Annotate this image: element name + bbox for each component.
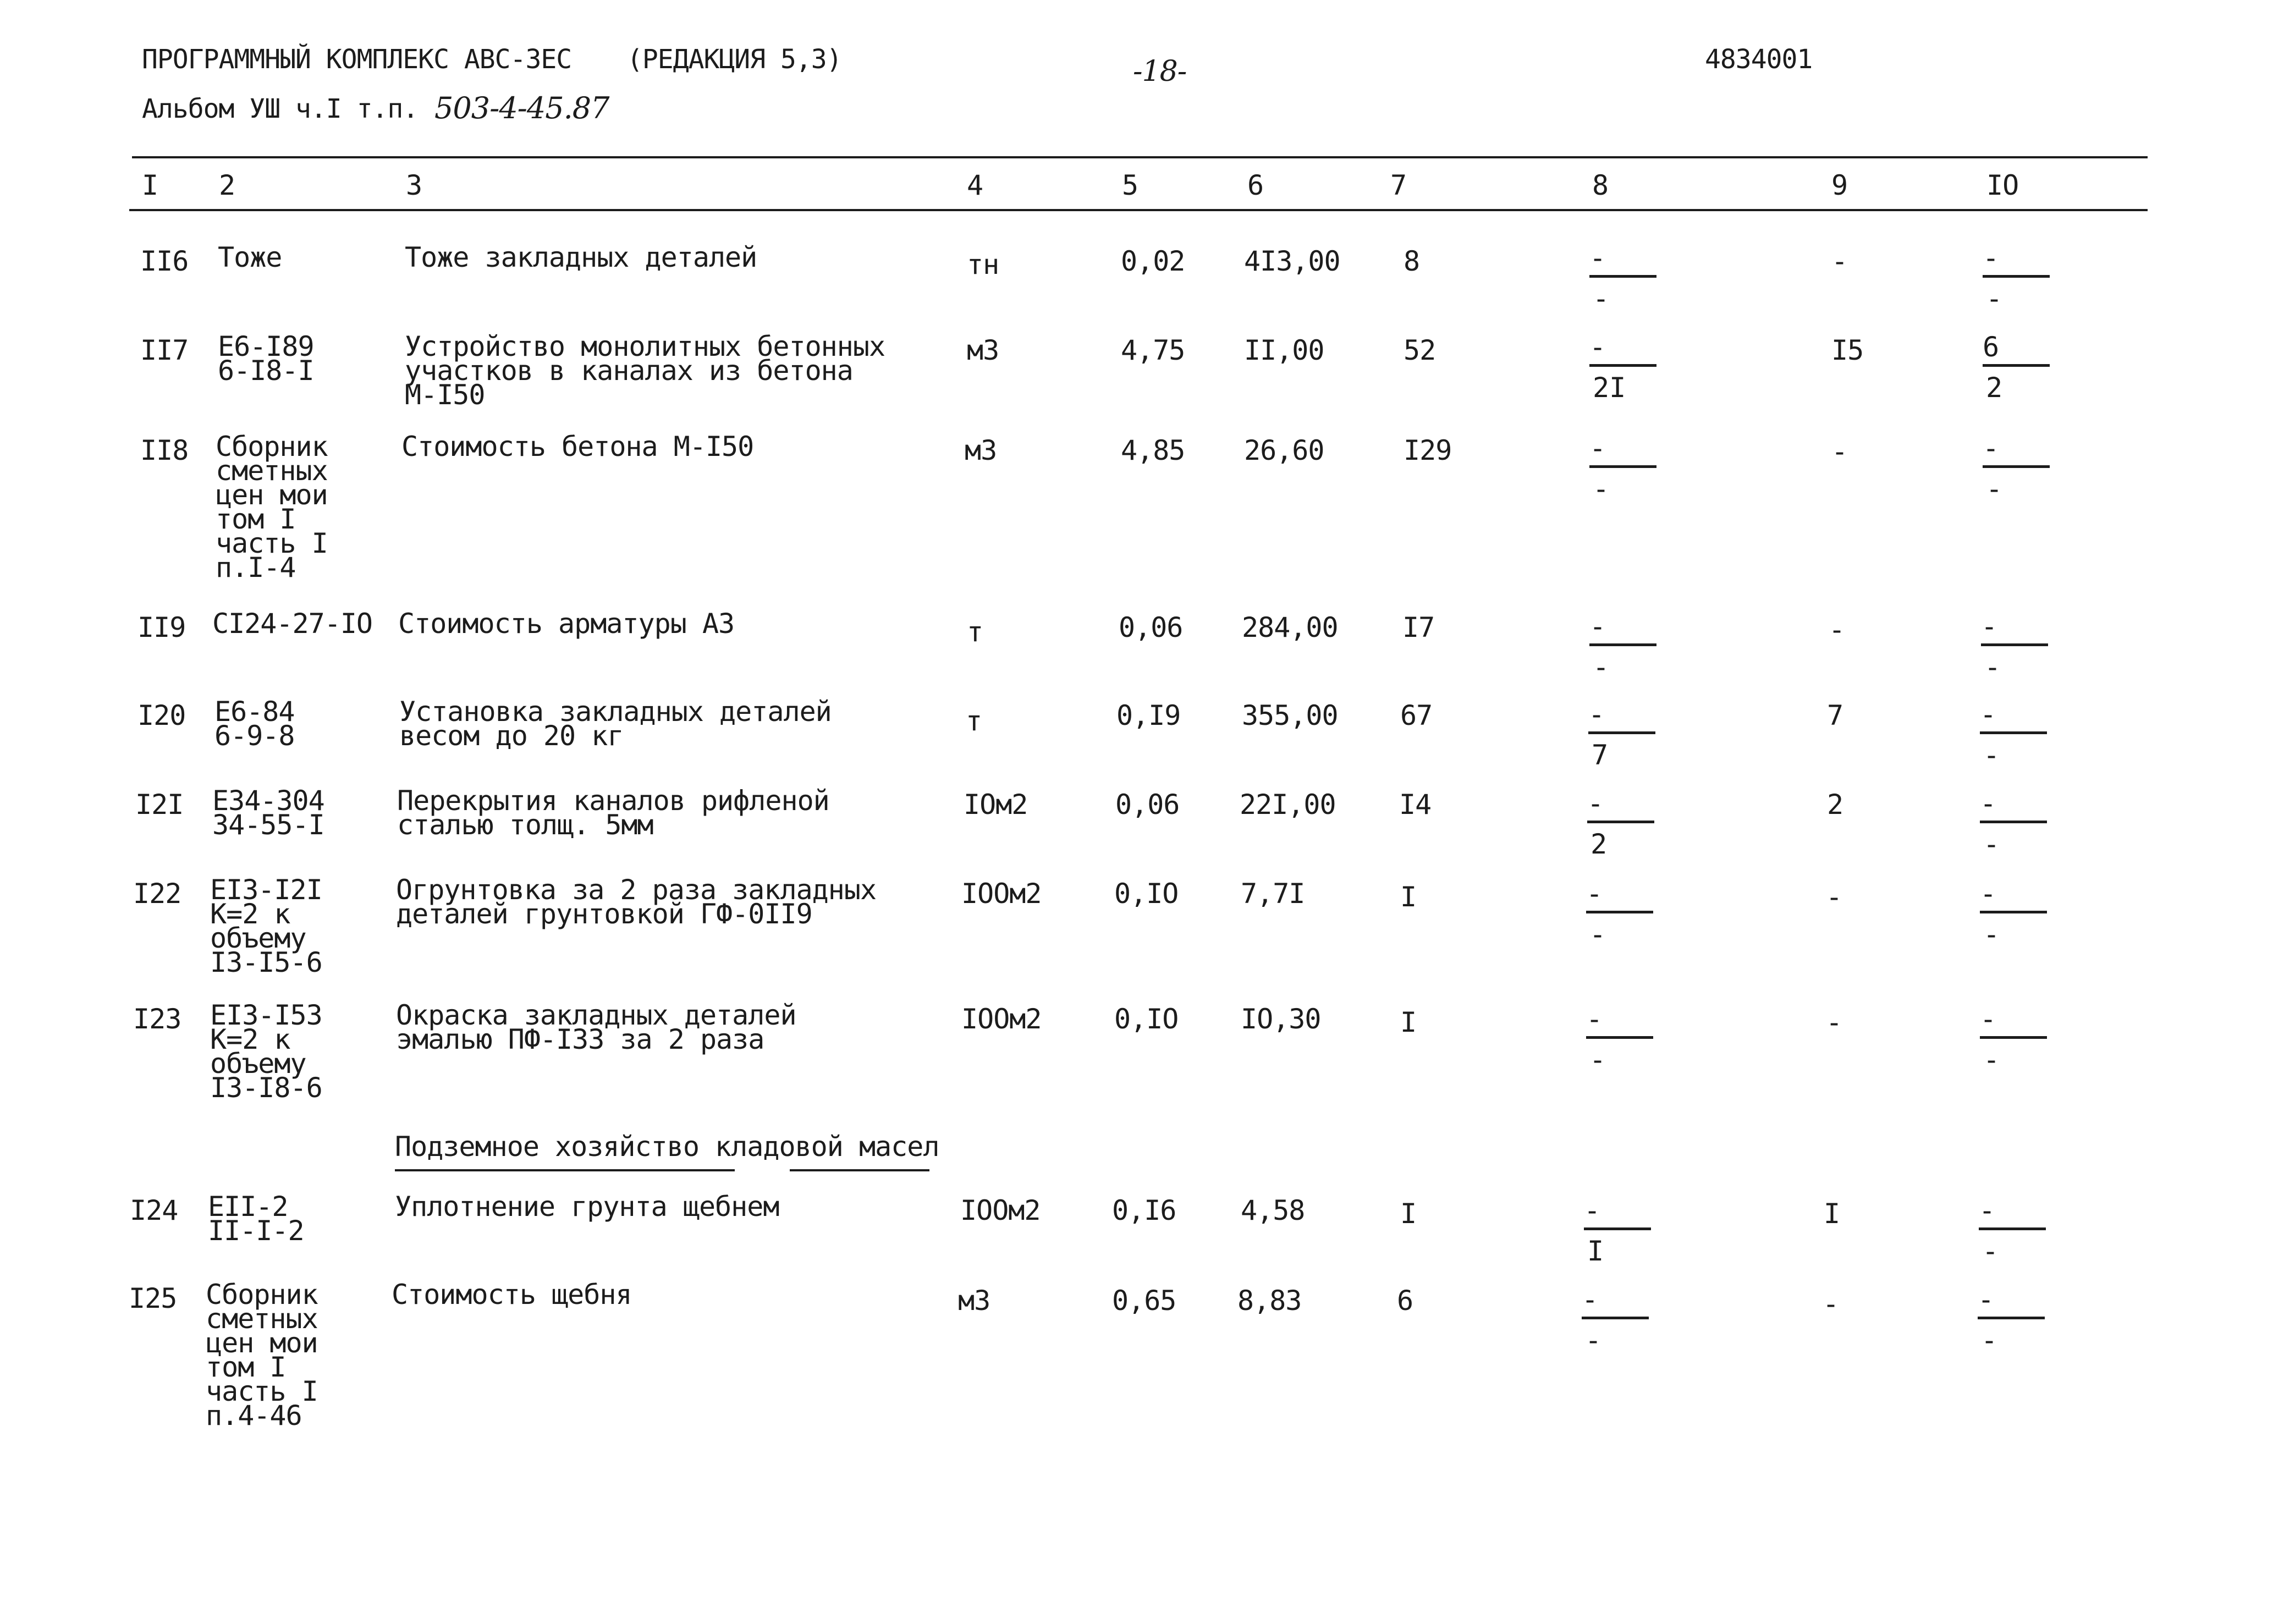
total-cost: I29 [1404,434,1452,466]
total-cost: 8 [1404,245,1420,277]
col9-value: - [1826,881,1842,913]
fraction-col10 [1983,331,2054,408]
fraction-top: - [1587,788,1604,819]
column-header: IO [1986,169,2019,201]
quantity: 4,75 [1121,334,1185,366]
work-name: Перекрытия каналов рифленой сталью толщ. 5мм [397,785,829,841]
fraction-top: - [1983,432,2000,464]
fraction-col10 [1980,788,2051,865]
fraction-bottom: 2 [1986,372,2003,404]
row-number: II8 [140,434,189,466]
header-top-rule [132,156,2148,158]
fraction-top: - [1980,788,1997,819]
header-bottom-rule [129,209,2148,211]
fraction-col8 [1589,610,1661,687]
rate-code: СI24-27-IO [212,608,373,640]
fraction-bar [1586,1036,1653,1039]
fraction-bar [1983,465,2050,468]
unit-price: 284,00 [1242,612,1338,643]
quantity: 0,IO [1114,1003,1179,1035]
total-cost: 52 [1404,334,1436,366]
section-underline [395,1169,735,1171]
total-cost: I [1400,1198,1417,1230]
section-heading: Подземное хозяйство кладовой масел [395,1131,939,1163]
fraction-top: 6 [1983,331,2000,363]
fraction-col10 [1983,242,2054,319]
unit: IOм2 [964,789,1028,821]
fraction-bar [1980,821,2047,823]
fraction-top: - [1983,242,2000,274]
fraction-col10 [1983,432,2054,509]
fraction-bottom: - [1983,739,2000,771]
row-number: I2I [135,789,184,821]
work-name: Тоже закладных деталей [405,241,757,273]
work-name: Огрунтовка за 2 раза закладных деталей грунтовкой ГФ-0II9 [396,874,877,930]
fraction-bottom: - [1983,1044,2000,1076]
unit-price: 355,00 [1242,700,1338,731]
column-header: 5 [1122,169,1138,201]
fraction-col10 [1978,1284,2049,1361]
fraction-bar [1978,1317,2045,1319]
unit: м3 [967,334,999,366]
fraction-bar [1980,731,2047,734]
quantity: 0,65 [1112,1285,1176,1317]
fraction-top: - [1586,1003,1603,1035]
fraction-bottom: 2 [1590,828,1608,860]
fraction-top: - [1980,878,1997,910]
fraction-bottom: - [1986,283,2003,315]
col9-value: - [1823,1288,1839,1320]
fraction-col8 [1589,331,1661,408]
column-header: 6 [1247,169,1264,201]
fraction-col8 [1584,1194,1655,1271]
work-name: Окраска закладных деталей эмалью ПФ-I33 за 2 раза [396,999,796,1055]
row-number: I25 [129,1282,177,1314]
col9-value: - [1831,436,1848,467]
fraction-top: - [1981,610,1998,642]
document-code: 4834001 [1705,44,1813,75]
quantity: 0,IO [1114,878,1179,910]
unit-price: 26,60 [1244,434,1324,466]
rate-code: Сборник сметных цен мои том I часть I п.4-46 [206,1279,318,1432]
fraction-col8 [1586,1003,1658,1080]
rate-code: Е6-I89 6-I8-I [218,331,314,387]
total-cost: I [1400,881,1417,913]
fraction-bar [1588,731,1655,734]
fraction-bottom: - [1593,283,1610,315]
col9-value: I5 [1831,334,1864,366]
fraction-top: - [1589,610,1606,642]
fraction-col8 [1589,242,1661,319]
fraction-bar [1586,911,1653,913]
fraction-bottom: - [1982,1235,1999,1267]
fraction-top: - [1589,331,1606,363]
column-header: 4 [967,169,983,201]
column-header: 8 [1592,169,1609,201]
fraction-col10 [1980,1003,2051,1080]
col9-value: - [1831,245,1848,277]
unit: IOOм2 [960,1194,1041,1226]
fraction-bar [1589,643,1656,646]
fraction-bottom: - [1589,1044,1606,1076]
fraction-bottom: - [1585,1324,1602,1356]
page-number: -18- [1133,55,1187,88]
total-cost: 67 [1400,700,1433,731]
total-cost: 6 [1397,1285,1413,1317]
fraction-top: - [1584,1194,1601,1226]
column-header: 2 [219,169,235,201]
unit-price: II,00 [1244,334,1324,366]
fraction-top: - [1979,1194,1996,1226]
unit-price: 7,7I [1241,878,1305,910]
fraction-bar [1981,643,2048,646]
fraction-bottom: - [1593,651,1610,683]
quantity: 0,I9 [1116,700,1181,731]
column-header: I [142,169,158,201]
unit: тн [967,249,999,280]
fraction-bar [1983,275,2050,278]
quantity: 0,02 [1121,245,1185,277]
section-underline [790,1169,929,1171]
unit-price: 4I3,00 [1244,245,1340,277]
unit-price: 4,58 [1241,1194,1305,1226]
column-header: 7 [1390,169,1407,201]
album-number: 503-4-45.87 [434,91,609,125]
fraction-bar [1584,1227,1651,1230]
fraction-bar [1980,911,2047,913]
row-number: II6 [140,245,189,277]
col9-value: 7 [1827,700,1843,731]
fraction-bar [1589,275,1656,278]
album-label: Альбом УШ ч.I т.п. [142,93,419,124]
fraction-bottom: - [1593,473,1610,505]
work-name: Стоимость бетона М-I50 [401,431,754,463]
fraction-bottom: - [1986,473,2003,505]
fraction-top: - [1980,1003,1997,1035]
work-name: Стоимость щебня [392,1279,632,1311]
work-name: Уплотнение грунта щебнем [395,1191,779,1223]
col9-value: - [1826,1006,1842,1038]
fraction-col10 [1979,1194,2050,1271]
col9-value: I [1824,1198,1840,1230]
row-number: I23 [133,1003,181,1035]
fraction-top: - [1978,1284,1995,1315]
fraction-col8 [1588,698,1660,775]
unit: IOOм2 [961,1003,1042,1035]
fraction-top: - [1589,432,1606,464]
fraction-col8 [1582,1284,1653,1361]
unit: IOOм2 [961,878,1042,910]
fraction-bottom: - [1983,918,2000,950]
fraction-bottom: 7 [1592,739,1609,771]
column-header: 3 [406,169,422,201]
rate-code: ЕII-2 II-I-2 [208,1191,304,1247]
fraction-col10 [1980,878,2051,955]
work-name: Стоимость арматуры А3 [398,608,735,640]
fraction-top: - [1588,698,1605,730]
rate-code: ЕI3-I2I К=2 к объему I3-I5-6 [210,874,322,978]
row-number: I20 [137,700,186,731]
row-number: I22 [133,878,181,910]
quantity: 0,06 [1119,612,1183,643]
program-title: ПРОГРАММНЫЙ КОМПЛЕКС АВС-ЗЕС [142,44,572,75]
fraction-top: - [1589,242,1606,274]
unit: м3 [958,1285,990,1317]
rate-code: ЕI3-I53 К=2 к объему I3-I8-6 [210,999,322,1104]
work-name: Установка закладных деталей весом до 20 кг [399,696,832,752]
total-cost: I [1400,1006,1417,1038]
quantity: 0,I6 [1112,1194,1176,1226]
fraction-bottom: - [1983,828,2000,860]
rate-code: Е34-304 34-55-I [212,785,324,841]
unit: т [967,616,983,648]
fraction-top: - [1586,878,1603,910]
rate-code: Е6-84 6-9-8 [214,696,295,752]
total-cost: I7 [1402,612,1435,643]
fraction-col8 [1586,878,1658,955]
edition-label: (РЕДАКЦИЯ 5,3) [627,44,842,75]
unit: м3 [965,434,997,466]
fraction-bottom: - [1589,918,1606,950]
fraction-col10 [1981,610,2052,687]
col9-value: - [1829,614,1845,646]
col9-value: 2 [1827,789,1843,821]
fraction-bar [1582,1317,1649,1319]
fraction-bar [1980,1036,2047,1039]
fraction-bar [1979,1227,2046,1230]
fraction-col8 [1587,788,1659,865]
fraction-bottom: - [1984,651,2001,683]
fraction-bottom: I [1587,1235,1604,1267]
fraction-bar [1587,821,1654,823]
unit-price: 8,83 [1237,1285,1302,1317]
fraction-col10 [1980,698,2051,775]
column-header: 9 [1831,169,1848,201]
fraction-bar [1589,364,1656,367]
fraction-bar [1589,465,1656,468]
rate-code: Сборник сметных цен мои том I часть I п.I-4 [216,431,328,583]
quantity: 4,85 [1121,434,1185,466]
row-number: II7 [140,334,189,366]
rate-code: Тоже [218,241,282,273]
row-number: I24 [130,1194,178,1226]
total-cost: I4 [1399,789,1432,821]
fraction-top: - [1980,698,1997,730]
unit: т [966,705,982,737]
unit-price: IO,30 [1241,1003,1321,1035]
fraction-bottom: - [1981,1324,1998,1356]
fraction-bottom: 2I [1593,372,1626,404]
work-name: Устройство монолитных бетонных участков в каналах из бетона М-I50 [405,331,885,411]
quantity: 0,06 [1115,789,1180,821]
row-number: II9 [137,612,186,643]
fraction-bar [1983,364,2050,367]
unit-price: 22I,00 [1240,789,1336,821]
fraction-col8 [1589,432,1661,509]
fraction-top: - [1582,1284,1599,1315]
